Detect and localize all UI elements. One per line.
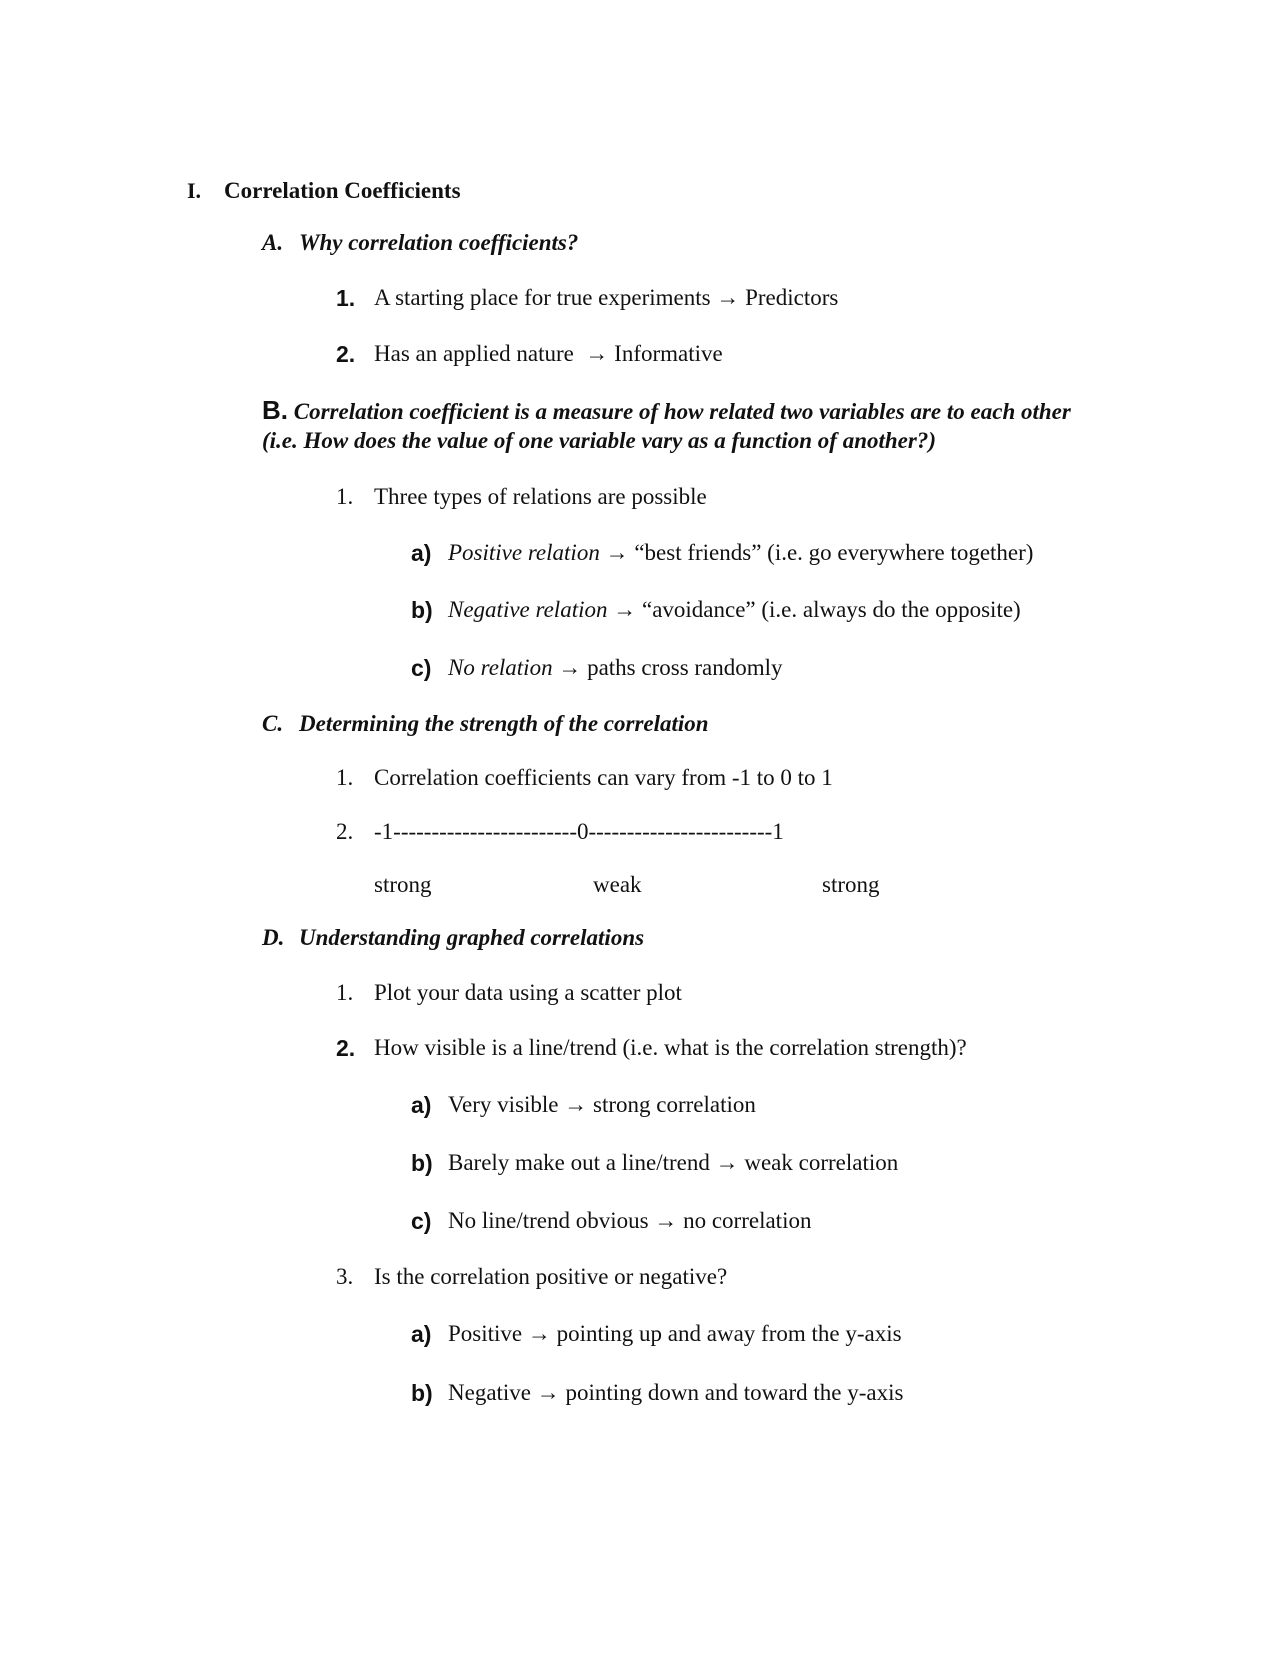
arrow-icon: → [536, 1380, 560, 1405]
c-item-2-number: 2. [336, 819, 354, 844]
d-item-2-number: 2. [336, 1035, 356, 1061]
arrow-icon: → [715, 1150, 739, 1175]
a-item-2-result: Informative [614, 341, 723, 366]
b-sub-b-letter: b) [411, 597, 433, 623]
heading-a-title: Why correlation coefficients? [299, 230, 579, 255]
heading-d-label: D. [262, 925, 285, 950]
b-sub-c [448, 654, 783, 682]
heading-b-label: B. [262, 395, 288, 425]
arrow-icon: → [585, 341, 609, 366]
a-item-1-result: Predictors [745, 285, 839, 310]
heading-b-title: Correlation coefficient is a measure of how related two variables are to each other (i.e. How does the value of one variable vary as a function of another?) [262, 399, 1071, 453]
a-item-1 [374, 284, 838, 312]
d-item-1: Plot your data using a scatter plot [374, 980, 682, 1005]
d2-sub-b [448, 1149, 898, 1177]
d2-sub-b-result: weak correlation [744, 1150, 899, 1175]
b-sub-c-desc: paths cross randomly [587, 655, 783, 680]
d-item-3: Is the correlation positive or negative? [374, 1264, 728, 1289]
heading-d-title: Understanding graphed correlations [299, 925, 645, 950]
d2-sub-c-result: no correlation [683, 1208, 812, 1233]
b-sub-c-term: No relation [448, 655, 553, 680]
b-item-1-number: 1. [336, 484, 354, 509]
d3-sub-b [448, 1379, 903, 1407]
b-sub-a-letter: a) [411, 540, 432, 566]
heading-c-label: C. [262, 711, 284, 736]
arrow-icon: → [716, 285, 740, 310]
a-item-2 [374, 340, 723, 368]
d2-sub-a-result: strong correlation [593, 1092, 756, 1117]
c-item-1-number: 1. [336, 765, 354, 790]
b-sub-a-desc: “best friends” (i.e. go everywhere together) [634, 540, 1034, 565]
d-item-2: How visible is a line/trend (i.e. what is the correlation strength)? [374, 1035, 967, 1060]
arrow-icon: → [564, 1092, 588, 1117]
d2-sub-b-letter: b) [411, 1150, 433, 1176]
arrow-icon: → [613, 597, 637, 622]
arrow-icon: → [527, 1321, 551, 1346]
b-sub-c-letter: c) [411, 655, 432, 681]
d2-sub-c-text: No line/trend obvious [448, 1208, 649, 1233]
d2-sub-a-letter: a) [411, 1092, 432, 1118]
b-sub-a-term: Positive relation [448, 540, 600, 565]
a-item-1-number: 1. [336, 285, 356, 311]
d3-sub-b-letter: b) [411, 1380, 433, 1406]
b-sub-b-desc: “avoidance” (i.e. always do the opposite) [641, 597, 1021, 622]
scale-label-left: strong [374, 872, 432, 897]
a-item-2-text: Has an applied nature [374, 341, 574, 366]
b-sub-b-term: Negative relation [448, 597, 608, 622]
d3-sub-a-letter: a) [411, 1321, 432, 1347]
a-item-2-number: 2. [336, 341, 356, 367]
d2-sub-c-letter: c) [411, 1208, 432, 1234]
d-item-1-number: 1. [336, 980, 354, 1005]
b-item-1: Three types of relations are possible [374, 484, 707, 509]
d2-sub-a [448, 1091, 756, 1119]
d3-sub-b-text: Negative [448, 1380, 532, 1405]
section-number: I. [187, 178, 202, 203]
b-sub-a [448, 539, 1033, 567]
b-sub-b [448, 596, 1021, 624]
heading-b [262, 396, 1082, 455]
correlation-scale: -1------------------------0------------------------1 [374, 819, 784, 844]
heading-a-label: A. [262, 230, 284, 255]
scale-label-mid: weak [593, 872, 642, 897]
arrow-icon: → [654, 1208, 678, 1233]
d2-sub-c [448, 1207, 811, 1235]
d2-sub-a-text: Very visible [448, 1092, 559, 1117]
c-item-1: Correlation coefficients can vary from -1 to 0 to 1 [374, 765, 833, 790]
heading-c-title: Determining the strength of the correlation [299, 711, 709, 736]
arrow-icon: → [605, 540, 629, 565]
d3-sub-a-text: Positive [448, 1321, 523, 1346]
d2-sub-b-text: Barely make out a line/trend [448, 1150, 710, 1175]
scale-label-right: strong [822, 872, 880, 897]
d-item-3-number: 3. [336, 1264, 354, 1289]
section-title: Correlation Coefficients [224, 178, 461, 203]
d3-sub-a-result: pointing up and away from the y-axis [556, 1321, 902, 1346]
a-item-1-text: A starting place for true experiments [374, 285, 711, 310]
d3-sub-a [448, 1320, 902, 1348]
d3-sub-b-result: pointing down and toward the y-axis [565, 1380, 904, 1405]
arrow-icon: → [558, 655, 582, 680]
